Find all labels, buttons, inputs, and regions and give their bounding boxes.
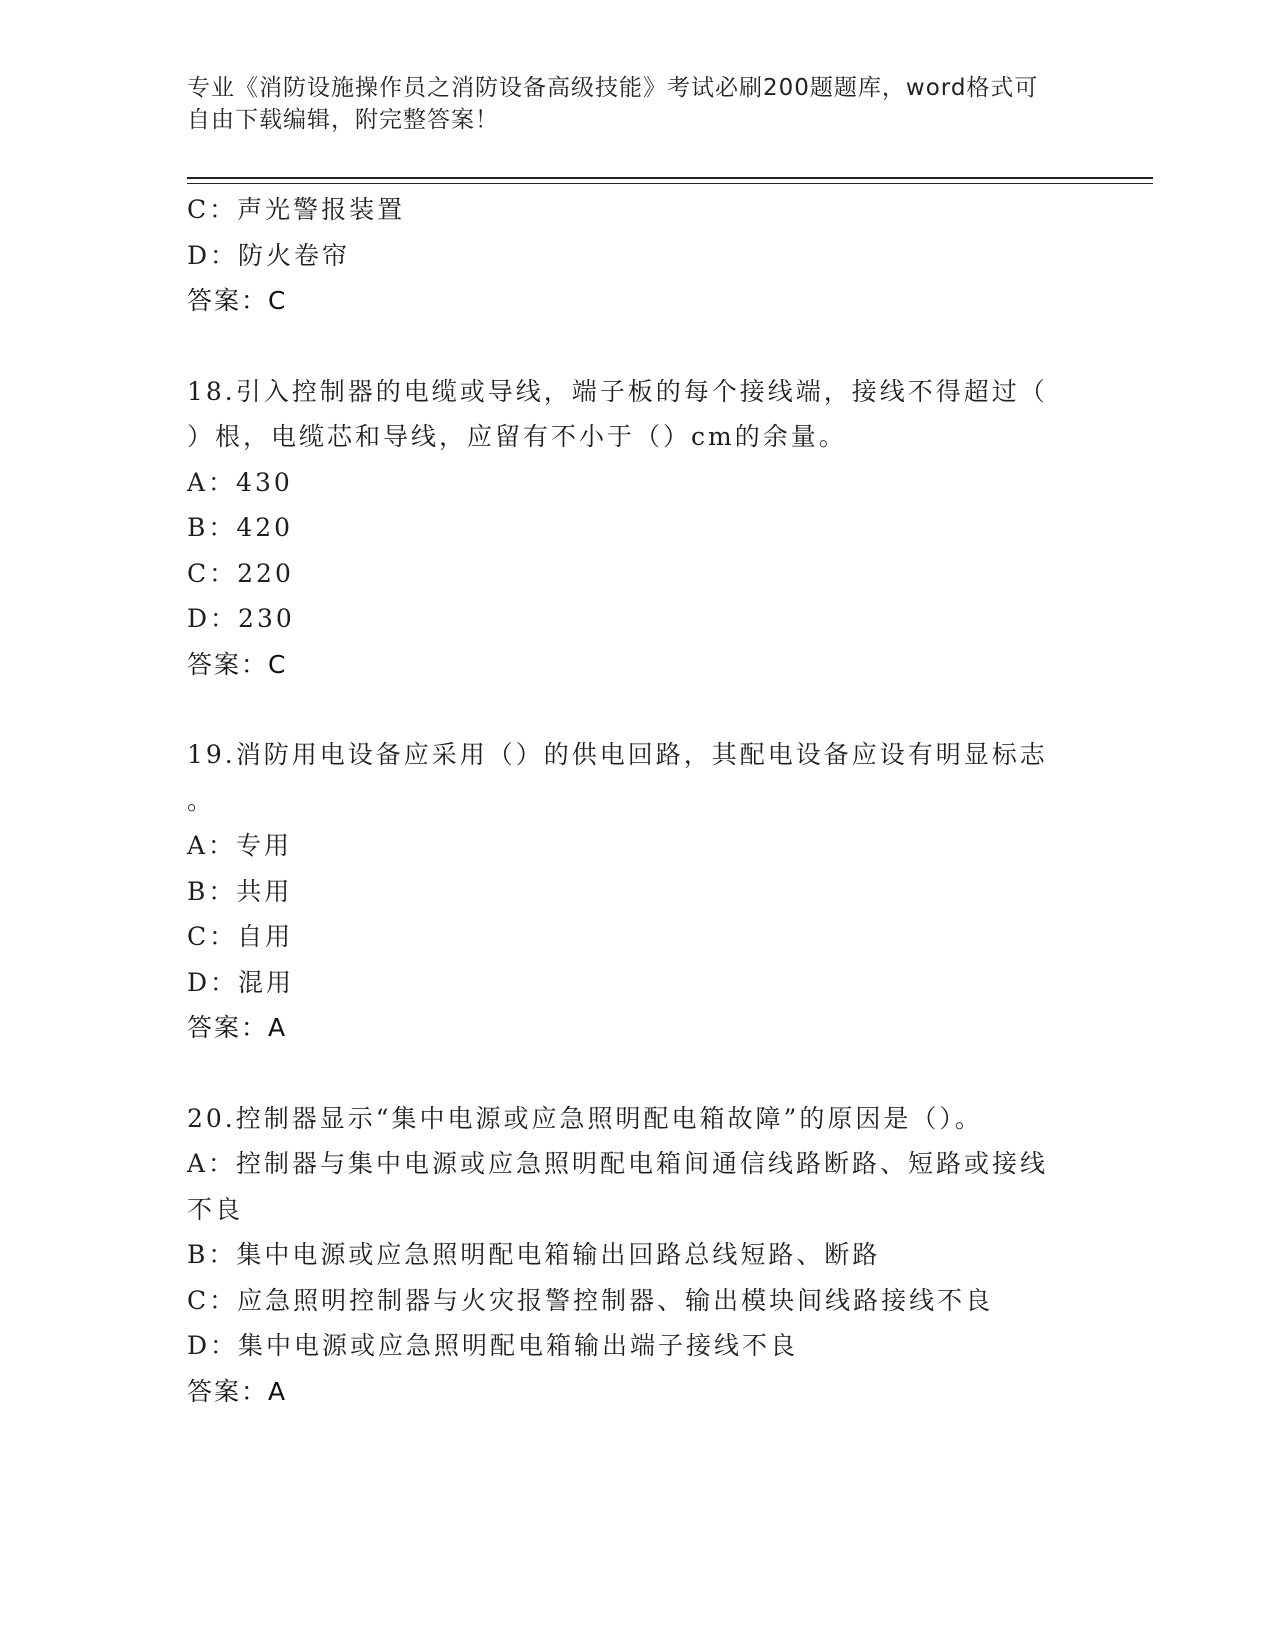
header-title-line-2: 自由下载编辑，附完整答案！ bbox=[187, 107, 499, 133]
question-19 bbox=[187, 732, 1087, 1051]
question-spacer bbox=[187, 324, 1087, 369]
option-b: B：集中电源或应急照明配电箱输出回路总线短路、断路 bbox=[187, 1240, 881, 1269]
question-spacer bbox=[187, 687, 1087, 732]
option-c: C：220 bbox=[187, 558, 294, 588]
option-a: A：专用 bbox=[187, 831, 293, 860]
header-divider-thin bbox=[187, 183, 1153, 184]
option-d: D：集中电源或应急照明配电箱输出端子接线不良 bbox=[187, 1331, 799, 1360]
option-c: C：自用 bbox=[187, 922, 294, 951]
answer-line: 答案：C bbox=[187, 649, 288, 679]
question-stem-line-1: 20.控制器显示“集中电源或应急照明配电箱故障”的原因是（）。 bbox=[187, 1103, 983, 1133]
page-header bbox=[187, 72, 1067, 136]
question-20 bbox=[187, 1096, 1087, 1415]
question-stem-line-1: 18.引入控制器的电缆或导线，端子板的每个接线端，接线不得超过（ bbox=[187, 376, 1048, 406]
answer-line: 答案：A bbox=[187, 1376, 288, 1406]
header-divider-thick bbox=[187, 177, 1153, 179]
question-spacer bbox=[187, 1051, 1087, 1096]
option-d: D：混用 bbox=[187, 967, 295, 997]
question-list bbox=[187, 187, 1087, 1414]
option-d: D：防火卷帘 bbox=[187, 240, 351, 270]
option-d: D：230 bbox=[187, 604, 295, 633]
option-c: C：应急照明控制器与火灾报警控制器、输出模块间线路接线不良 bbox=[187, 1285, 994, 1315]
option-a-line-1: A：控制器与集中电源或应急照明配电箱间通信线路断路、短路或接线 bbox=[187, 1149, 1049, 1178]
option-b: B：共用 bbox=[187, 876, 293, 906]
option-a: A：430 bbox=[187, 467, 293, 497]
header-title-line-1: 专业《消防设施操作员之消防设备高级技能》考试必刷200题题库，word格式可 bbox=[187, 75, 1039, 101]
option-b: B：420 bbox=[187, 513, 294, 542]
question-stem-line-2: ）根，电缆芯和导线，应留有不小于（）cm的余量。 bbox=[187, 422, 847, 451]
question-stem-line-2: 。 bbox=[187, 785, 216, 815]
option-c: C：声光警报装置 bbox=[187, 195, 406, 224]
answer-line: 答案：C bbox=[187, 286, 288, 315]
option-a-line-2: 不良 bbox=[187, 1194, 244, 1224]
question-17-tail bbox=[187, 187, 1087, 324]
question-18 bbox=[187, 369, 1087, 688]
question-stem-line-1: 19.消防用电设备应采用（）的供电回路，其配电设备应设有明显标志 bbox=[187, 740, 1048, 769]
answer-line: 答案：A bbox=[187, 1013, 288, 1042]
